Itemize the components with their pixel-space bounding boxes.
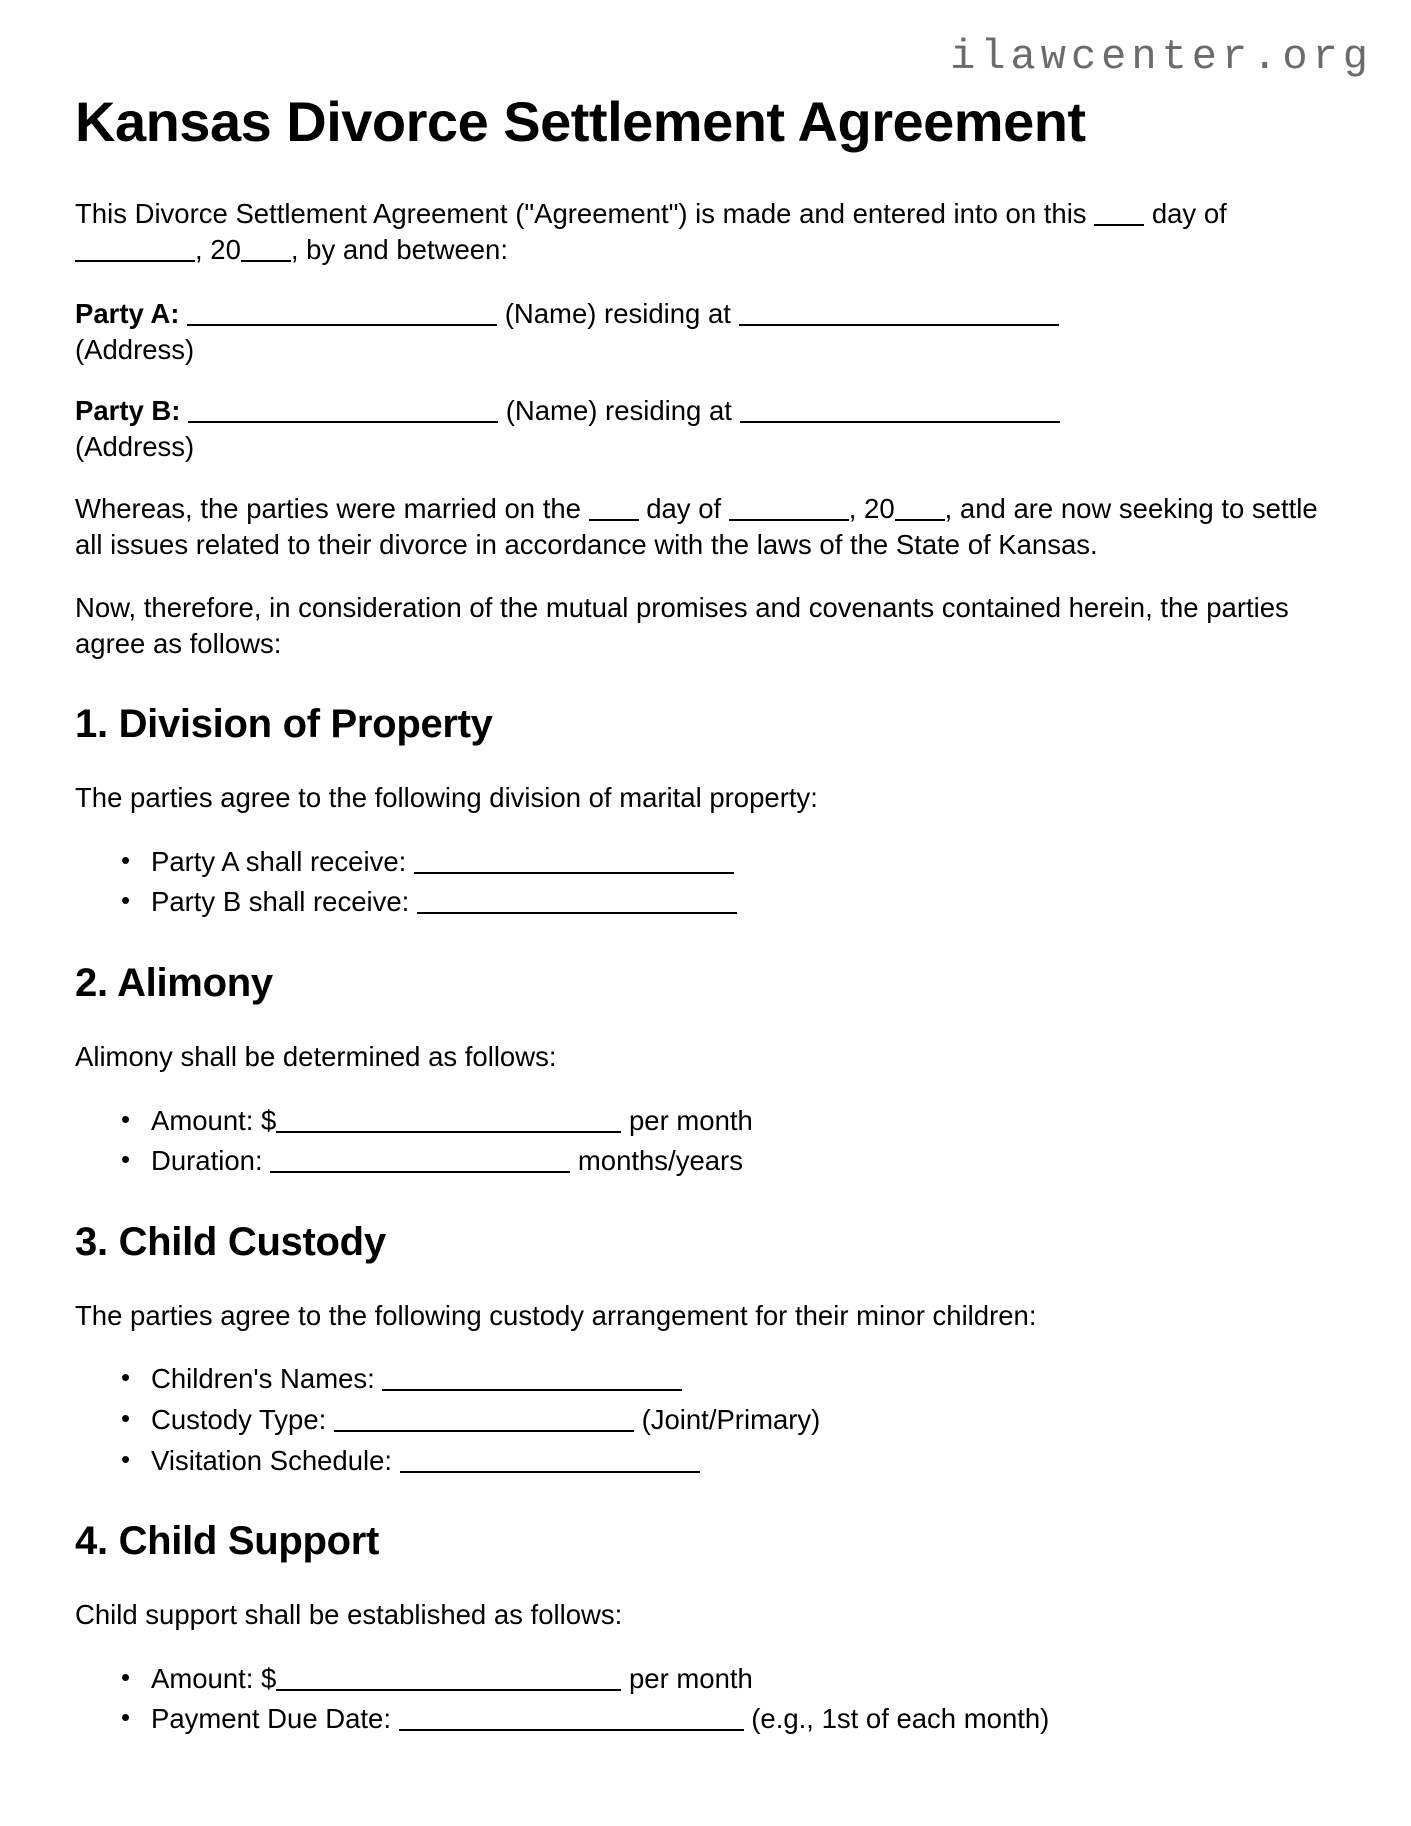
list-item [121, 844, 1337, 881]
field-label: Party A shall receive: [151, 845, 407, 877]
party-a-address-blank[interactable] [739, 302, 1059, 326]
document-content [75, 92, 1337, 1742]
field-blank-childrens-names[interactable] [382, 1367, 682, 1391]
field-label: Visitation Schedule: [151, 1444, 393, 1476]
party-b-name-note: (Name) residing at [505, 395, 732, 427]
intro-text-part1: This Divorce Settlement Agreement ("Agreement") is made and entered into on this [75, 198, 1087, 230]
field-blank-party-b-receives[interactable] [417, 890, 737, 914]
now-therefore-paragraph: Now, therefore, in consideration of the mutual promises and covenants contained herein, the parties agree as follows: [75, 592, 1289, 660]
field-suffix: per month [629, 1104, 753, 1136]
list-item [121, 1143, 1337, 1180]
intro-day-blank[interactable] [1094, 202, 1144, 226]
field-label: Duration: [151, 1145, 263, 1177]
section-intro-child-custody: The parties agree to the following custody arrangement for their minor children: [75, 1299, 1037, 1331]
field-label: Payment Due Date: [151, 1703, 391, 1735]
section-intro-child-support: Child support shall be established as follows: [75, 1599, 623, 1631]
field-suffix: (e.g., 1st of each month) [751, 1703, 1050, 1735]
party-b-address-note: (Address) [75, 431, 195, 463]
intro-year-blank[interactable] [241, 238, 291, 262]
section-intro-division-of-property: The parties agree to the following division of marital property: [75, 781, 818, 813]
field-label: Custody Type: [151, 1404, 327, 1436]
party-b-name-blank[interactable] [188, 399, 498, 423]
whereas-paragraph [75, 491, 1337, 563]
section-heading-child-support: 4. Child Support [75, 1519, 380, 1564]
list-item [121, 1701, 1337, 1738]
list-item [121, 1402, 1337, 1439]
field-list-child-support [75, 1661, 1337, 1738]
list-item [121, 1443, 1337, 1480]
field-list-alimony [75, 1103, 1337, 1180]
intro-paragraph [75, 196, 1337, 268]
field-list-child-custody [75, 1361, 1337, 1479]
list-item [121, 1661, 1337, 1698]
field-blank-custody-type[interactable] [334, 1408, 634, 1432]
party-a-name-note: (Name) residing at [504, 297, 731, 329]
whereas-text-part4: , and are now seeking to settle all issues related to their divorce in accordance with the laws of the State of Kansas. [75, 492, 1318, 560]
intro-text-part3: , 20 [195, 234, 241, 266]
field-label: Party B shall receive: [151, 886, 410, 918]
field-blank-alimony-duration[interactable] [270, 1149, 570, 1173]
site-watermark: ilawcenter.org [950, 33, 1373, 81]
party-b-label: Party B: [75, 395, 181, 427]
whereas-month-blank[interactable] [729, 497, 849, 521]
section-heading-alimony: 2. Alimony [75, 960, 273, 1005]
whereas-text-part2: day of [646, 492, 722, 524]
party-a-name-blank[interactable] [187, 302, 497, 326]
intro-month-blank[interactable] [75, 238, 195, 262]
page-title: Kansas Divorce Settlement Agreement [75, 90, 1086, 153]
intro-text-part4: , by and between: [290, 234, 508, 266]
field-suffix: per month [629, 1662, 753, 1694]
intro-text-part2: day of [1151, 198, 1227, 230]
party-a-label: Party A: [75, 297, 180, 329]
list-item [121, 1103, 1337, 1140]
whereas-text-part3: , 20 [848, 492, 895, 524]
whereas-text-part1: Whereas, the parties were married on the [75, 492, 581, 524]
field-label: Amount: $ [151, 1104, 277, 1136]
field-blank-payment-due-date[interactable] [399, 1707, 744, 1731]
field-blank-child-support-amount[interactable] [276, 1667, 621, 1691]
whereas-day-blank[interactable] [589, 497, 639, 521]
field-blank-alimony-amount[interactable] [276, 1109, 621, 1133]
section-intro-alimony: Alimony shall be determined as follows: [75, 1040, 557, 1072]
party-b-address-blank[interactable] [740, 399, 1060, 423]
field-label: Children's Names: [151, 1363, 375, 1395]
field-blank-visitation-schedule[interactable] [400, 1449, 700, 1473]
section-heading-division-of-property: 1. Division of Property [75, 701, 493, 746]
party-a-address-note: (Address) [75, 333, 195, 365]
field-list-division-of-property [75, 844, 1337, 921]
field-suffix: (Joint/Primary) [641, 1404, 821, 1436]
party-a-line [75, 296, 1337, 368]
party-b-line [75, 393, 1337, 465]
list-item [121, 884, 1337, 921]
field-label: Amount: $ [151, 1662, 277, 1694]
field-blank-party-a-receives[interactable] [414, 850, 734, 874]
field-suffix: months/years [577, 1145, 743, 1177]
section-heading-child-custody: 3. Child Custody [75, 1219, 386, 1264]
list-item [121, 1361, 1337, 1398]
whereas-year-blank[interactable] [895, 497, 945, 521]
